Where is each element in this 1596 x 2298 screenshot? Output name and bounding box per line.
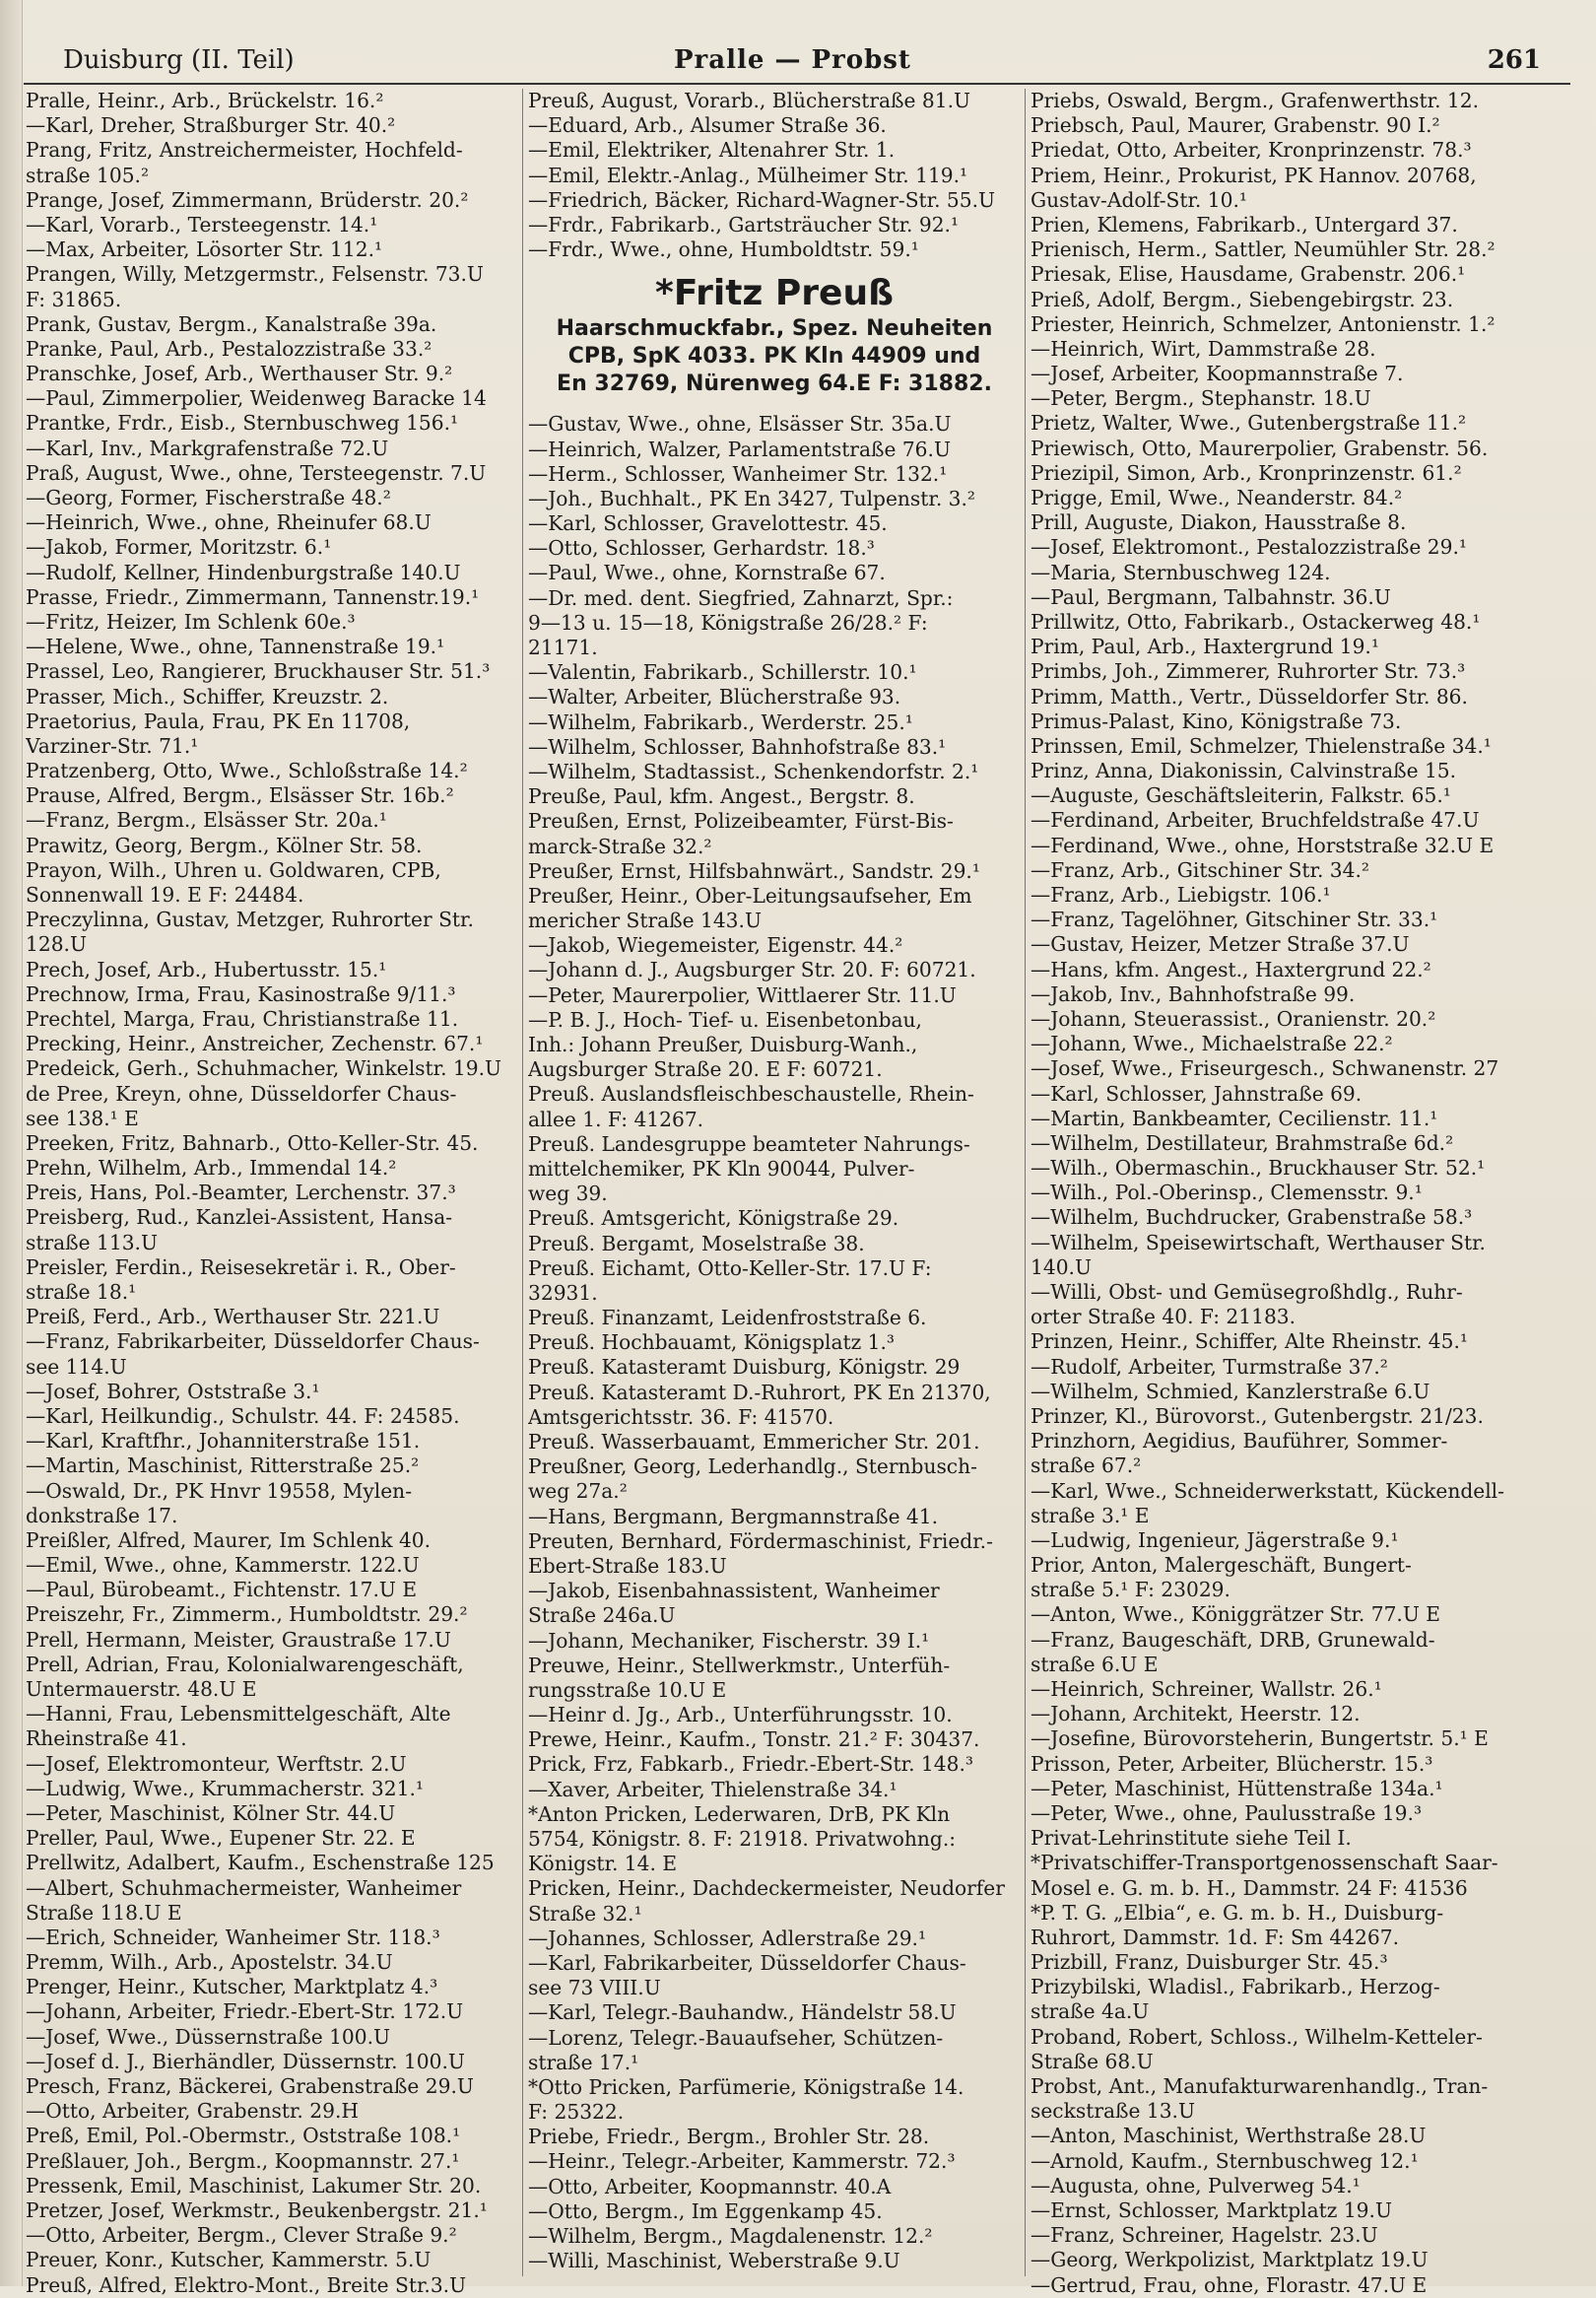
directory-entry: Prank, Gustav, Bergm., Kanalstraße 39a. [26,311,437,336]
directory-entry: —Willi, Obst- und Gemüsegroßhdlg., Ruhr- [1031,1280,1463,1304]
directory-entry: —Wilhelm, Fabrikarb., Werderstr. 25.¹ [528,710,913,734]
directory-entry: —Emil, Wwe., ohne, Kammerstr. 122.U [26,1553,420,1578]
directory-entry: Presch, Franz, Bäckerei, Grabenstraße 29.U [26,2074,474,2098]
directory-entry: F: 31865. [26,287,122,311]
directory-entry: —Karl, Schlosser, Gravelottestr. 45. [528,511,888,536]
directory-entry: —Wilhelm, Schmied, Kanzlerstraße 6.U [1031,1379,1430,1403]
directory-entry: straße 67.² [1031,1453,1142,1478]
directory-entry: —Josef, Wwe., Friseurgesch., Schwanenstr. 27 [1031,1056,1499,1081]
directory-entry: Primus-Palast, Kino, Königstraße 73. [1031,709,1402,733]
directory-entry: —Otto, Arbeiter, Koopmannstr. 40.A [528,2174,892,2198]
directory-entry: Prawitz, Georg, Bergm., Kölner Str. 58. [26,833,423,857]
directory-entry: Preuß. Amtsgericht, Königstraße 29. [528,1206,899,1231]
directory-entry: Prasse, Friedr., Zimmermann, Tannenstr.19.¹ [26,584,480,609]
directory-entry: 140.U [1031,1254,1092,1279]
ad-line: CPB, SpK 4033. PK Kln 44909 und [567,344,981,370]
directory-entry: —Ferdinand, Arbeiter, Bruchfeldstraße 47.U [1031,808,1480,833]
directory-entry: —Johann, Mechaniker, Fischerstr. 39 I.¹ [528,1628,930,1653]
directory-entry: Probst, Ant., Manufakturwarenhandlg., Tran- [1031,2074,1489,2098]
directory-entry: Prinzen, Heinr., Schiffer, Alte Rheinstr. 45.¹ [1031,1329,1469,1354]
column-2-top-entries [528,89,1021,262]
directory-entry: —Johannes, Schlosser, Adlerstraße 29.¹ [528,1926,927,1950]
directory-entry: Prinssen, Emil, Schmelzer, Thielenstraße 34.¹ [1031,733,1492,758]
directory-entry: Predeick, Gerh., Schuhmacher, Winkelstr. 19.U [26,1056,502,1081]
directory-entry: Precking, Heinr., Anstreicher, Zechenstr. 67.¹ [26,1032,484,1056]
directory-entry: Prell, Hermann, Meister, Graustraße 17.U [26,1627,451,1652]
directory-entry: Priebs, Oswald, Bergm., Grafenwerthstr. 12. [1031,89,1480,112]
directory-entry: —Wilh., Obermaschin., Bruckhauser Str. 52.¹ [1031,1156,1486,1181]
directory-entry: Gustav-Adolf-Str. 10.¹ [1031,187,1247,212]
directory-entry: Pretzer, Josef, Werkmstr., Beukenbergstr. 21.¹ [26,2197,488,2222]
directory-entry: —Karl, Fabrikarbeiter, Düsseldorfer Chaus- [528,1950,966,1975]
directory-entry: —Eduard, Arb., Alsumer Straße 36. [528,113,887,138]
directory-entry: —Hans, kfm. Angest., Haxtergrund 22.² [1031,957,1431,981]
directory-entry: Preußer, Ernst, Hilfsbahnwärt., Sandstr. 29.¹ [528,858,980,883]
directory-entry: Preuß, August, Vorarb., Blücherstraße 81.U [528,89,971,112]
advertisement-fritz-preuss [528,272,1021,398]
directory-entry: Preiß, Ferd., Arb., Werthauser Str. 221.U [26,1305,440,1329]
directory-entry: —Xaver, Arbeiter, Thielenstraße 34.¹ [528,1777,898,1801]
directory-entry: Prewe, Heinr., Kaufm., Tonstr. 21.² F: 30437. [528,1727,980,1752]
directory-entry: Prinz, Anna, Diakonissin, Calvinstraße 15. [1031,759,1457,783]
directory-entry: —Valentin, Fabrikarb., Schillerstr. 10.¹ [528,660,917,685]
directory-entry: Prang, Fritz, Anstreichermeister, Hochfeld- [26,138,463,163]
directory-entry: —Heinrich, Schreiner, Wallstr. 26.¹ [1031,1677,1382,1701]
directory-entry: Priesak, Elise, Hausdame, Grabenstr. 206.¹ [1031,262,1466,287]
directory-entry: Pranke, Paul, Arb., Pestalozzistraße 33.² [26,336,432,361]
directory-entry: straße 17.¹ [528,2050,639,2074]
directory-entry: —Johann, Wwe., Michaelstraße 22.² [1031,1032,1393,1056]
directory-entry: —Hanni, Frau, Lebensmittelgeschäft, Alte [26,1702,451,1726]
directory-entry: —Auguste, Geschäftsleiterin, Falkstr. 65.¹ [1031,783,1451,808]
directory-entry: straße 4a.U [1031,1999,1150,2024]
directory-entry: Mosel e. G. m. b. H., Dammstr. 24 F: 41536 [1031,1875,1468,1900]
directory-entry: —Frdr., Wwe., ohne, Humboldtstr. 59.¹ [528,237,919,262]
directory-entry: Preuten, Bernhard, Fördermaschinist, Friedr.- [528,1528,993,1553]
directory-entry: Preß, Emil, Pol.-Obermstr., Oststraße 108.¹ [26,2124,461,2148]
directory-entry: Prizybilski, Wladisl., Fabrikarb., Herzog- [1031,1975,1440,1999]
directory-entry: Priebe, Friedr., Bergm., Brohler Str. 28. [528,2125,930,2149]
directory-entry: —Oswald, Dr., PK Hnvr 19558, Mylen- [26,1478,413,1503]
directory-entry: Prantke, Frdr., Eisb., Sternbuschweg 156.¹ [26,411,459,436]
directory-entry: see 138.¹ E [26,1106,139,1130]
directory-entry: —Otto, Schlosser, Gerhardstr. 18.³ [528,536,875,561]
directory-entry: —Josef, Arbeiter, Koopmannstraße 7. [1031,362,1404,386]
directory-entry: straße 105.² [26,163,150,187]
directory-entry: —Franz, Bergm., Elsässer Str. 20a.¹ [26,808,387,833]
page-binding-edge [0,0,23,2286]
directory-entry: Prim, Paul, Arb., Haxtergrund 19.¹ [1031,635,1379,659]
directory-entry: —Rudolf, Arbeiter, Turmstraße 37.² [1031,1354,1388,1379]
directory-entry: —Anton, Maschinist, Werthstraße 28.U [1031,2124,1427,2148]
directory-entry: —Otto, Arbeiter, Grabenstr. 29.H [26,2099,359,2124]
directory-entry: Untermauerstr. 48.U E [26,1677,257,1701]
directory-entry: Preißler, Alfred, Maurer, Im Schlenk 40. [26,1527,432,1552]
directory-entry: —Gustav, Wwe., ohne, Elsässer Str. 35a.U [528,412,952,437]
directory-entry: Preuß. Hochbauamt, Königsplatz 1.³ [528,1330,896,1355]
directory-entry: —Peter, Wwe., ohne, Paulusstraße 19.³ [1031,1800,1423,1825]
directory-entry: —Josef d. J., Bierhändler, Düssernstr. 100.U [26,2049,465,2073]
directory-entry: Proband, Robert, Schloss., Wilhelm-Ketteler- [1031,2024,1483,2049]
directory-entry: —Johann, Architekt, Heerstr. 12. [1031,1702,1361,1726]
directory-entry: —Max, Arbeiter, Lösorter Str. 112.¹ [26,237,383,262]
directory-entry: seckstraße 13.U [1031,2099,1195,2124]
directory-entry: *Otto Pricken, Parfümerie, Königstraße 14. [528,2074,964,2099]
directory-entry: Prasser, Mich., Schiffer, Kreuzstr. 2. [26,684,389,709]
directory-entry: Privat-Lehrinstitute siehe Teil I. [1031,1826,1352,1851]
directory-entry: Prell, Adrian, Frau, Kolonialwarengeschäft, [26,1652,464,1676]
directory-entry: 5754, Königstr. 8. F: 21918. Privatwohng.: [528,1827,957,1851]
directory-entry: —Franz, Arb., Gitschiner Str. 34.² [1031,857,1369,882]
directory-entry: —Maria, Sternbuschweg 124. [1031,560,1331,584]
directory-entry: —Josef, Wwe., Düssernstraße 100.U [26,2024,391,2049]
directory-entry: Praetorius, Paula, Frau, PK En 11708, [26,709,411,733]
directory-entry: —Karl, Heilkundig., Schulstr. 44. F: 24585. [26,1403,460,1428]
directory-entry: Prieß, Adolf, Bergm., Siebengebirgstr. 23. [1031,287,1454,311]
directory-entry: Premm, Wilh., Arb., Apostelstr. 34.U [26,1950,393,1975]
directory-entry: Ruhrort, Dammstr. 1d. F: Sm 44267. [1031,1925,1399,1949]
directory-entry: Preuße, Paul, kfm. Angest., Bergstr. 8. [528,784,915,809]
directory-entry: —Peter, Maurerpolier, Wittlaerer Str. 11.U [528,982,957,1007]
directory-entry: Prinzer, Kl., Bürovorst., Gutenbergstr. 21/23. [1031,1403,1484,1428]
directory-entry: —Ferdinand, Wwe., ohne, Horststraße 32.U E [1031,833,1495,857]
directory-entry: straße 3.¹ E [1031,1503,1150,1527]
directory-entry: —Heinrich, Wirt, Dammstraße 28. [1031,336,1376,361]
directory-entry: straße 5.¹ F: 23029. [1031,1578,1230,1602]
directory-entry: —Joh., Buchhalt., PK En 3427, Tulpenstr. 3.² [528,486,976,510]
directory-entry: donkstraße 17. [26,1503,178,1527]
header-city: Duisburg (II. Teil) [63,45,295,75]
directory-entry: —Karl, Wwe., Schneiderwerkstatt, Kückendell- [1031,1478,1504,1503]
directory-entry: Preußen, Ernst, Polizeibeamter, Fürst-Bis- [528,809,954,834]
directory-entry: Prietz, Walter, Wwe., Gutenbergstraße 11.² [1031,411,1467,436]
ad-company-name: *Fritz Preuß [655,273,894,314]
directory-entry: Pratzenberg, Otto, Wwe., Schloßstraße 14.² [26,759,468,783]
directory-entry: —Augusta, ohne, Pulverweg 54.¹ [1031,2173,1361,2197]
directory-entry: —Peter, Bergm., Stephanstr. 18.U [1031,386,1371,411]
directory-entry: Priedat, Otto, Arbeiter, Kronprinzenstr. 78.³ [1031,138,1472,163]
directory-entry: —Jakob, Wiegemeister, Eigenstr. 44.² [528,933,903,958]
directory-entry: —P. B. J., Hoch- Tief- u. Eisenbetonbau, [528,1007,922,1032]
directory-entry: —Johann, Steuerassist., Oranienstr. 20.² [1031,1006,1436,1031]
directory-entry: straße 18.¹ [26,1280,137,1304]
directory-entry: 32931. [528,1280,598,1305]
directory-entry: Straße 246a.U [528,1603,676,1628]
directory-entry: —Willi, Maschinist, Weberstraße 9.U [528,2249,900,2273]
directory-entry: Preuß. Finanzamt, Leidenfroststraße 6. [528,1306,927,1330]
directory-entry: —Franz, Tagelöhner, Gitschiner Str. 33.¹ [1031,908,1438,932]
directory-entry: Preller, Paul, Wwe., Eupener Str. 22. E [26,1826,416,1851]
directory-entry: Prisson, Peter, Arbeiter, Blücherstr. 15.³ [1031,1751,1433,1776]
directory-entry: —Hans, Bergmann, Bergmannstraße 41. [528,1504,939,1528]
directory-entry: —Karl, Kraftfhr., Johanniterstraße 151. [26,1429,421,1453]
directory-entry: —Gertrud, Frau, ohne, Florastr. 47.U E [1031,2272,1428,2297]
directory-entry: *P. T. G. „Elbia“, e. G. m. b. H., Duisburg- [1031,1900,1444,1925]
directory-entry: —Frdr., Fabrikarb., Gartsträucher Str. 92.¹ [528,212,960,237]
directory-entry: Priezipil, Simon, Arb., Kronprinzenstr. 61.² [1031,460,1462,485]
directory-entry: see 114.U [26,1354,127,1379]
directory-entry: —Paul, Zimmerpolier, Weidenweg Baracke 14 [26,386,487,411]
directory-entry: —Peter, Maschinist, Kölner Str. 44.U [26,1800,396,1825]
directory-entry: —Martin, Bankbeamter, Cecilienstr. 11.¹ [1031,1106,1438,1130]
directory-entry: mittelchemiker, PK Kln 90044, Pulver- [528,1156,915,1181]
directory-entry: Pralle, Heinr., Arb., Brückelstr. 16.² [26,89,384,112]
directory-entry: Prizbill, Franz, Duisburger Str. 45.³ [1031,1950,1388,1975]
directory-entry: Prenger, Heinr., Kutscher, Marktplatz 4.³ [26,1975,438,1999]
directory-entry: Prange, Josef, Zimmermann, Brüderstr. 20.² [26,187,469,212]
directory-entry: —Arnold, Kaufm., Sternbuschweg 12.¹ [1031,2148,1419,2173]
directory-entry: —Albert, Schuhmachermeister, Wanheimer [26,1875,462,1900]
directory-entry: —Paul, Bürobeamt., Fichtenstr. 17.U E [26,1578,418,1602]
directory-entry: —Ernst, Schlosser, Marktplatz 19.U [1031,2197,1392,2222]
directory-entry: —Paul, Bergmann, Talbahnstr. 36.U [1031,584,1391,609]
directory-entry: Pricken, Heinr., Dachdeckermeister, Neudorfer [528,1876,1005,1901]
directory-entry: Preuß. Eichamt, Otto-Keller-Str. 17.U F: [528,1255,932,1280]
column-1 [26,89,518,2298]
directory-entry: Praß, August, Wwe., ohne, Tersteegenstr. 7.U [26,460,487,485]
directory-entry: Varziner-Str. 71.¹ [26,733,199,758]
directory-entry: Preuwe, Heinr., Stellwerkmstr., Unterfüh- [528,1653,951,1677]
directory-entry: Prienisch, Herm., Sattler, Neumühler Str. 28.² [1031,237,1496,262]
directory-entry: Prinzhorn, Aegidius, Bauführer, Sommer- [1031,1429,1448,1453]
directory-entry: —Martin, Maschinist, Ritterstraße 25.² [26,1453,420,1478]
directory-entry: Prehn, Wilhelm, Arb., Immendal 14.² [26,1156,397,1181]
directory-entry: allee 1. F: 41267. [528,1107,704,1131]
column-divider [522,89,523,2276]
directory-entry: —Jakob, Former, Moritzstr. 6.¹ [26,535,332,560]
directory-entry: F: 25322. [528,2100,625,2125]
directory-entry: —Georg, Werkpolizist, Marktplatz 19.U [1031,2248,1429,2272]
directory-entry: —Johann d. J., Augsburger Str. 20. F: 60721. [528,958,976,982]
directory-entry: Prigge, Emil, Wwe., Neanderstr. 84.² [1031,486,1403,509]
directory-entry: —Gustav, Heizer, Metzer Straße 37.U [1031,932,1410,957]
directory-entry: Preußner, Georg, Lederhandlg., Sternbusch- [528,1454,977,1479]
directory-entry: —Georg, Former, Fischerstraße 48.² [26,486,391,509]
directory-entry: —Otto, Bergm., Im Eggenkamp 45. [528,2198,883,2223]
directory-entry: —Wilhelm, Bergm., Magdalenenstr. 12.² [528,2224,933,2248]
directory-entry: weg 27a.² [528,1479,628,1504]
directory-entry: Preuer, Konr., Kutscher, Kammerstr. 5.U [26,2248,432,2272]
directory-entry: Sonnenwall 19. E F: 24484. [26,883,304,907]
directory-entry: —Franz, Arb., Liebigstr. 106.¹ [1031,883,1331,907]
directory-entry: Ebert-Straße 183.U [528,1553,727,1578]
directory-entry: Prech, Josef, Arb., Hubertusstr. 15.¹ [26,957,387,981]
directory-entry: Preuß. Bergamt, Moselstraße 38. [528,1231,865,1255]
directory-entry: Primm, Matth., Vertr., Düsseldorfer Str. 86. [1031,684,1468,709]
directory-entry: Preisberg, Rud., Kanzlei-Assistent, Hansa- [26,1205,453,1230]
directory-entry: —Emil, Elektr.-Anlag., Mülheimer Str. 119.¹ [528,163,968,187]
directory-entry: Preisler, Ferdin., Reisesekretär i. R., Ober- [26,1254,456,1279]
directory-entry: Preis, Hans, Pol.-Beamter, Lerchenstr. 37.³ [26,1181,456,1205]
directory-entry: Preuß. Katasteramt Duisburg, Königstr. 29 [528,1355,961,1380]
directory-entry: —Jakob, Inv., Bahnhofstraße 99. [1031,981,1356,1006]
directory-entry: 9—13 u. 15—18, Königstraße 26/28.² F: [528,610,928,635]
column-2-bottom-entries [528,412,1021,2273]
directory-entry: —Karl, Schlosser, Jahnstraße 69. [1031,1081,1363,1106]
ad-line: En 32769, Nürenweg 64.E F: 31882. [557,372,992,397]
directory-entry: Preuß. Wasserbauamt, Emmericher Str. 201. [528,1430,980,1453]
directory-entry: —Fritz, Heizer, Im Schlenk 60e.³ [26,609,356,634]
directory-entry: —Anton, Wwe., Königgrätzer Str. 77.U E [1031,1602,1441,1627]
directory-entry: Priester, Heinrich, Schmelzer, Antonienstr. 1.² [1031,311,1496,336]
page-number: 261 [1487,45,1541,75]
directory-entry: Prillwitz, Otto, Fabrikarb., Ostackerweg 48.¹ [1031,609,1481,634]
header-range: Pralle — Probst [674,45,911,75]
directory-entry: —Karl, Inv., Markgrafenstraße 72.U [26,436,389,460]
directory-entry: —Ludwig, Ingenieur, Jägerstraße 9.¹ [1031,1527,1399,1552]
directory-entry: *Privatschiffer-Transportgenossenschaft Saar- [1031,1851,1498,1875]
directory-entry: Preuß, Alfred, Elektro-Mont., Breite Str.3.U [26,2272,467,2297]
directory-entry: —Karl, Dreher, Straßburger Str. 40.² [26,113,396,138]
directory-entry: —Herm., Schlosser, Wanheimer Str. 132.¹ [528,461,948,486]
directory-entry: Prayon, Wilh., Uhren u. Goldwaren, CPB, [26,857,441,882]
directory-entry: —Wilhelm, Destillateur, Brahmstraße 6d.² [1031,1130,1454,1155]
directory-entry: —Heinrich, Walzer, Parlamentstraße 76.U [528,437,951,461]
directory-entry: —Josefine, Bürovorsteherin, Bungertstr. 5.¹ E [1031,1726,1489,1751]
directory-entry: Preeken, Fritz, Bahnarb., Otto-Keller-Str. 45. [26,1130,479,1155]
directory-entry: Preßlauer, Joh., Bergm., Koopmannstr. 27.¹ [26,2148,460,2173]
directory-entry: —Franz, Schreiner, Hagelstr. 23.U [1031,2223,1378,2248]
directory-entry: Straße 32.¹ [528,1901,642,1926]
directory-entry: marck-Straße 32.² [528,834,712,858]
directory-entry: —Friedrich, Bäcker, Richard-Wagner-Str. 55.U [528,187,996,212]
directory-entry: straße 6.U E [1031,1652,1159,1676]
directory-entry: orter Straße 40. F: 21183. [1031,1305,1297,1329]
directory-entry: Prior, Anton, Malergeschäft, Bungert- [1031,1553,1412,1578]
directory-entry: —Otto, Arbeiter, Bergm., Clever Straße 9.² [26,2223,457,2248]
directory-entry: Prellwitz, Adalbert, Kaufm., Eschenstraße 125 [26,1851,495,1875]
directory-entry: —Rudolf, Kellner, Hindenburgstraße 140.U [26,560,461,584]
directory-entry: Straße 118.U E [26,1900,182,1925]
directory-entry: Preuß. Landesgruppe beamteter Nahrungs- [528,1131,970,1156]
directory-entry: —Heinrich, Wwe., ohne, Rheinufer 68.U [26,510,432,535]
directory-entry: weg 39. [528,1182,608,1206]
directory-entry: Prassel, Leo, Rangierer, Bruckhauser Str. 51.³ [26,659,491,684]
directory-entry: Prechnow, Irma, Frau, Kasinostraße 9/11.³ [26,981,456,1006]
directory-entry: Prien, Klemens, Fabrikarb., Untergard 37. [1031,212,1458,237]
directory-entry: Königstr. 14. E [528,1852,678,1876]
page-header [24,43,1570,85]
directory-entry: Priewisch, Otto, Maurerpolier, Grabenstr. 56. [1031,436,1489,460]
directory-entry: mericher Straße 143.U [528,909,762,933]
directory-entry: Prechtel, Marga, Frau, Christianstraße 11. [26,1006,459,1031]
directory-entry: 128.U [26,932,87,957]
directory-entry: Straße 68.U [1031,2049,1154,2073]
directory-entry: Prangen, Willy, Metzgermstr., Felsenstr. 73.U [26,262,484,287]
directory-entry: Primbs, Joh., Zimmerer, Ruhrorter Str. 73.³ [1031,659,1466,684]
directory-entry: de Pree, Kreyn, ohne, Düsseldorfer Chaus- [26,1081,457,1106]
column-divider [1025,89,1026,2276]
directory-entry: Preußer, Heinr., Ober-Leitungsaufseher, Em [528,883,972,908]
directory-entry: Augsburger Straße 20. E F: 60721. [528,1057,883,1082]
directory-entry: 21171. [528,636,598,659]
directory-entry: —Peter, Maschinist, Hüttenstraße 134a.¹ [1031,1776,1443,1800]
directory-entry: —Franz, Fabrikarbeiter, Düsseldorfer Chaus- [26,1329,480,1354]
directory-entry: —Josef, Elektromont., Pestalozzistraße 29.¹ [1031,535,1467,560]
directory-entry: —Erich, Schneider, Wanheimer Str. 118.³ [26,1925,440,1949]
directory-entry: —Wilhelm, Buchdrucker, Grabenstraße 58.³ [1031,1205,1473,1230]
directory-entry: —Emil, Elektriker, Altenahrer Str. 1. [528,138,896,163]
directory-entry: —Karl, Telegr.-Bauhandw., Händelstr 58.U [528,2000,957,2025]
directory-entry: Rheinstraße 41. [26,1726,187,1751]
directory-entry: —Wilhelm, Stadtassist., Schenkendorfstr. 2.¹ [528,759,979,783]
directory-entry: —Ludwig, Wwe., Krummacherstr. 321.¹ [26,1776,424,1800]
directory-entry: Priem, Heinr., Prokurist, PK Hannov. 20768, [1031,163,1477,187]
directory-entry: —Paul, Wwe., ohne, Kornstraße 67. [528,561,886,585]
column-2 [528,89,1021,2273]
column-3 [1031,89,1553,2298]
directory-entry: —Josef, Elektromonteur, Werftstr. 2.U [26,1751,407,1776]
directory-entry: Prill, Auguste, Diakon, Hausstraße 8. [1031,510,1407,535]
directory-entry: —Heinr., Telegr.-Arbeiter, Kammerstr. 72.³ [528,2149,956,2174]
directory-entry: Preiszehr, Fr., Zimmerm., Humboldtstr. 29.² [26,1602,468,1627]
directory-entry: —Karl, Vorarb., Tersteegenstr. 14.¹ [26,212,378,237]
directory-entry: Inh.: Johann Preußer, Duisburg-Wanh., [528,1033,918,1056]
ad-line: Haarschmuckfabr., Spez. Neuheiten [556,316,993,342]
directory-entry: Pranschke, Josef, Arb., Werthauser Str. 9.² [26,362,453,386]
directory-entry: *Anton Pricken, Lederwaren, DrB, PK Kln [528,1801,951,1826]
directory-entry: —Jakob, Eisenbahnassistent, Wanheimer [528,1579,940,1603]
directory-entry: —Josef, Bohrer, Oststraße 3.¹ [26,1379,320,1403]
directory-entry: straße 113.U [26,1230,158,1254]
directory-entry: —Wilhelm, Schlosser, Bahnhofstraße 83.¹ [528,734,947,759]
directory-entry: —Lorenz, Telegr.-Bauaufseher, Schützen- [528,2025,944,2050]
directory-entry: Amtsgerichtsstr. 36. F: 41570. [528,1404,834,1429]
directory-entry: Priebsch, Paul, Maurer, Grabenstr. 90 I.² [1031,113,1440,138]
directory-entry: Pressenk, Emil, Maschinist, Lakumer Str. 20. [26,2173,482,2197]
directory-entry: Preczylinna, Gustav, Metzger, Ruhrorter Str. [26,908,474,932]
directory-entry: —Franz, Baugeschäft, DRB, Grunewald- [1031,1627,1435,1652]
directory-entry: Preuß. Auslandsfleischbeschaustelle, Rhein- [528,1082,974,1107]
directory-entry: —Heinr d. Jg., Arb., Unterführungsstr. 10. [528,1703,953,1727]
directory-entry: see 73 VIII.U [528,1976,661,2000]
directory-entry: rungsstraße 10.U E [528,1677,727,1702]
directory-entry: —Wilhelm, Speisewirtschaft, Werthauser Str. [1031,1230,1486,1254]
directory-entry: —Dr. med. dent. Siegfried, Zahnarzt, Spr.: [528,585,954,610]
directory-entry: Prick, Frz, Fabkarb., Friedr.-Ebert-Str. 148.³ [528,1752,973,1777]
directory-entry: Preuß. Katasteramt D.-Ruhrort, PK En 21370, [528,1380,991,1404]
directory-entry: —Johann, Arbeiter, Friedr.-Ebert-Str. 172.U [26,1999,464,2024]
directory-entry: Prause, Alfred, Bergm., Elsässer Str. 16b.² [26,783,454,808]
directory-entry: —Wilh., Pol.-Oberinsp., Clemensstr. 9.¹ [1031,1181,1423,1205]
directory-entry: —Helene, Wwe., ohne, Tannenstraße 19.¹ [26,635,445,659]
directory-entry: —Walter, Arbeiter, Blücherstraße 93. [528,685,901,710]
